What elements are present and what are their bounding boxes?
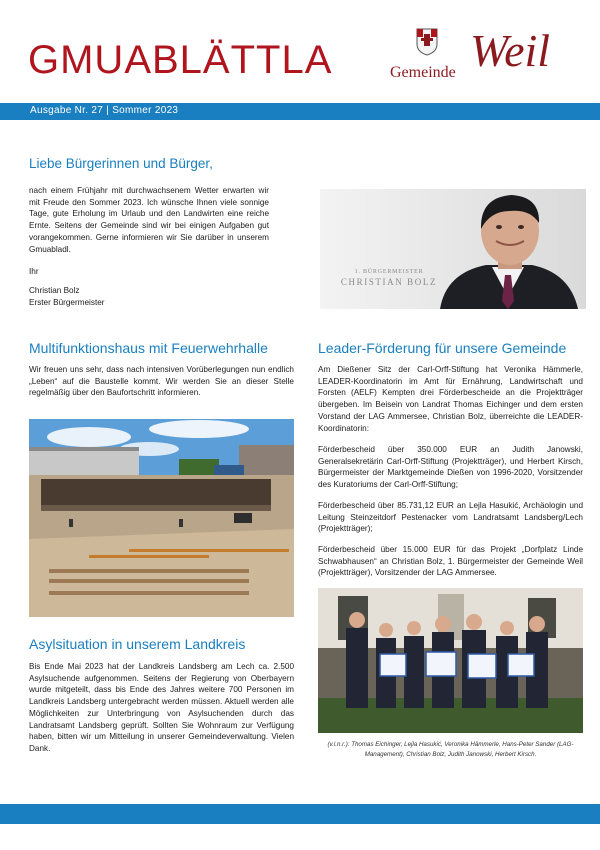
asyl-text: Bis Ende Mai 2023 hat der Landkreis Landsberg am Lech ca. 2.500 Asylsuchende aufgenommen. Seitens der Regierung von Oberbayern wurde mitgeteilt, dass bis Ende des Jahres weitere 700 Personen im Landkreis Landsberg untergebracht werden müssen. Aktuell werden alle Möglichkeiten zur Unterbringung von Asylsuchenden durch das Landratsamt Landsberg geprüft. Sollten Sie Wohnraum zur Verfügung haben, bitten wir um Mitteilung in unserer Gemeindeverwaltung. Vielen Dank. xyxy=(29,662,294,753)
construction-site-photo xyxy=(29,419,294,617)
portrait-caption xyxy=(320,269,458,287)
signature-name: Christian Bolz xyxy=(29,286,80,295)
gemeinde-weil-logo xyxy=(390,25,585,88)
leader-grant-1: Förderbescheid über 350.000 EUR an Judith Janowski, Generalsekretärin Carl-Orff-Stiftung (Projektträger), und Herbert Kirsch, Bürgermeister der Marktgemeinde Dießen von 1996-2020, Vorsitzender des Kuratoriums der Carl-Orff-Stiftung; xyxy=(318,445,583,490)
multifunktion-heading: Multifunktionshaus mit Feuerwehrhalle xyxy=(29,340,268,356)
welcome-heading: Liebe Bürgerinnen und Bürger, xyxy=(29,156,213,171)
logo-gemeinde-text: Gemeinde xyxy=(390,64,456,81)
signature-role: Erster Bürgermeister xyxy=(29,298,105,307)
construction-site-image xyxy=(29,419,294,617)
multifunktion-text: Wir freuen uns sehr, dass nach intensiven Vorüberlegungen nun endlich „Leben“ auf die Baustelle kommt. Wir werden Sie an dieser Stelle regelmäßig über den Baufortschritt informieren. xyxy=(29,365,294,398)
grant-group-photo xyxy=(318,588,583,733)
portrait-caption-name: CHRISTIAN BOLZ xyxy=(340,277,438,287)
masthead xyxy=(0,0,600,100)
leader-intro: Am Dießener Sitz der Carl-Orff-Stiftung hat Veronika Hämmerle, LEADER-Koordinatorin im Amt für Ernährung, Landwirtschaft und Forsten (AELF) Kempten drei Förderbescheide an die Projektträger übergeben. Im Beisein von Landrat Thomas Eichinger und dem ersten Vorstand der LAG Ammersee, Christian Bolz, überreichte die LEADER-Koordinatorin: xyxy=(318,365,583,433)
issue-label: Ausgabe Nr. 27 | Sommer 2023 xyxy=(30,105,179,116)
logo-weil-text: Weil xyxy=(470,25,551,76)
leader-heading: Leader-Förderung für unsere Gemeinde xyxy=(318,340,567,356)
portrait-photo xyxy=(320,189,586,309)
group-image xyxy=(318,588,583,733)
welcome-text: nach einem Frühjahr mit durchwachsenem Wetter erwarten wir mit Freude den Sommer 2023. Ich wünsche Ihnen viele sonnige Tage, gute Erholung im Urlaub und den Landwirten eine reiche Ernte. Seitens der Gemeinde sind wir bei einigen Aufgaben gut vorangekommen. Gerne informieren wir Sie darüber in unserem Gmuabladl. xyxy=(29,186,269,254)
group-photo-caption: (v.l.n.r.): Thomas Eichinger, Lejla Hasukić, Veronika Hämmerle, Hans-Peter Sander (LAG-Management), Christian Bolz, Judith Janowski, Herbert Kirsch. xyxy=(327,741,574,758)
coat-of-arms-icon xyxy=(416,28,438,56)
leader-grant-2: Förderbescheid über 85.731,12 EUR an Lejla Hasukić, Archäologin und Leitung Steinzeitdorf Pestenacker vom Landratsamt Landsberg/Lech (Projektträger); xyxy=(318,501,583,534)
footer-bar xyxy=(0,804,600,824)
mayor-portrait xyxy=(320,189,586,309)
newsletter-title: GMUABLÄTTLA xyxy=(28,38,333,82)
issue-bar xyxy=(0,103,600,120)
portrait-caption-role: 1. BÜRGERMEISTER xyxy=(354,269,424,275)
leader-grant-3: Förderbescheid über 15.000 EUR für das Projekt „Dorfplatz Linde Schwabhausen“ an Christian Bolz, 1. Bürgermeister der Gemeinde Weil (Projektträger), Vorsitzender der LAG Ammersee. xyxy=(318,545,583,578)
welcome-closing: Ihr xyxy=(29,267,39,276)
asyl-heading: Asylsituation in unserem Landkreis xyxy=(29,636,246,652)
